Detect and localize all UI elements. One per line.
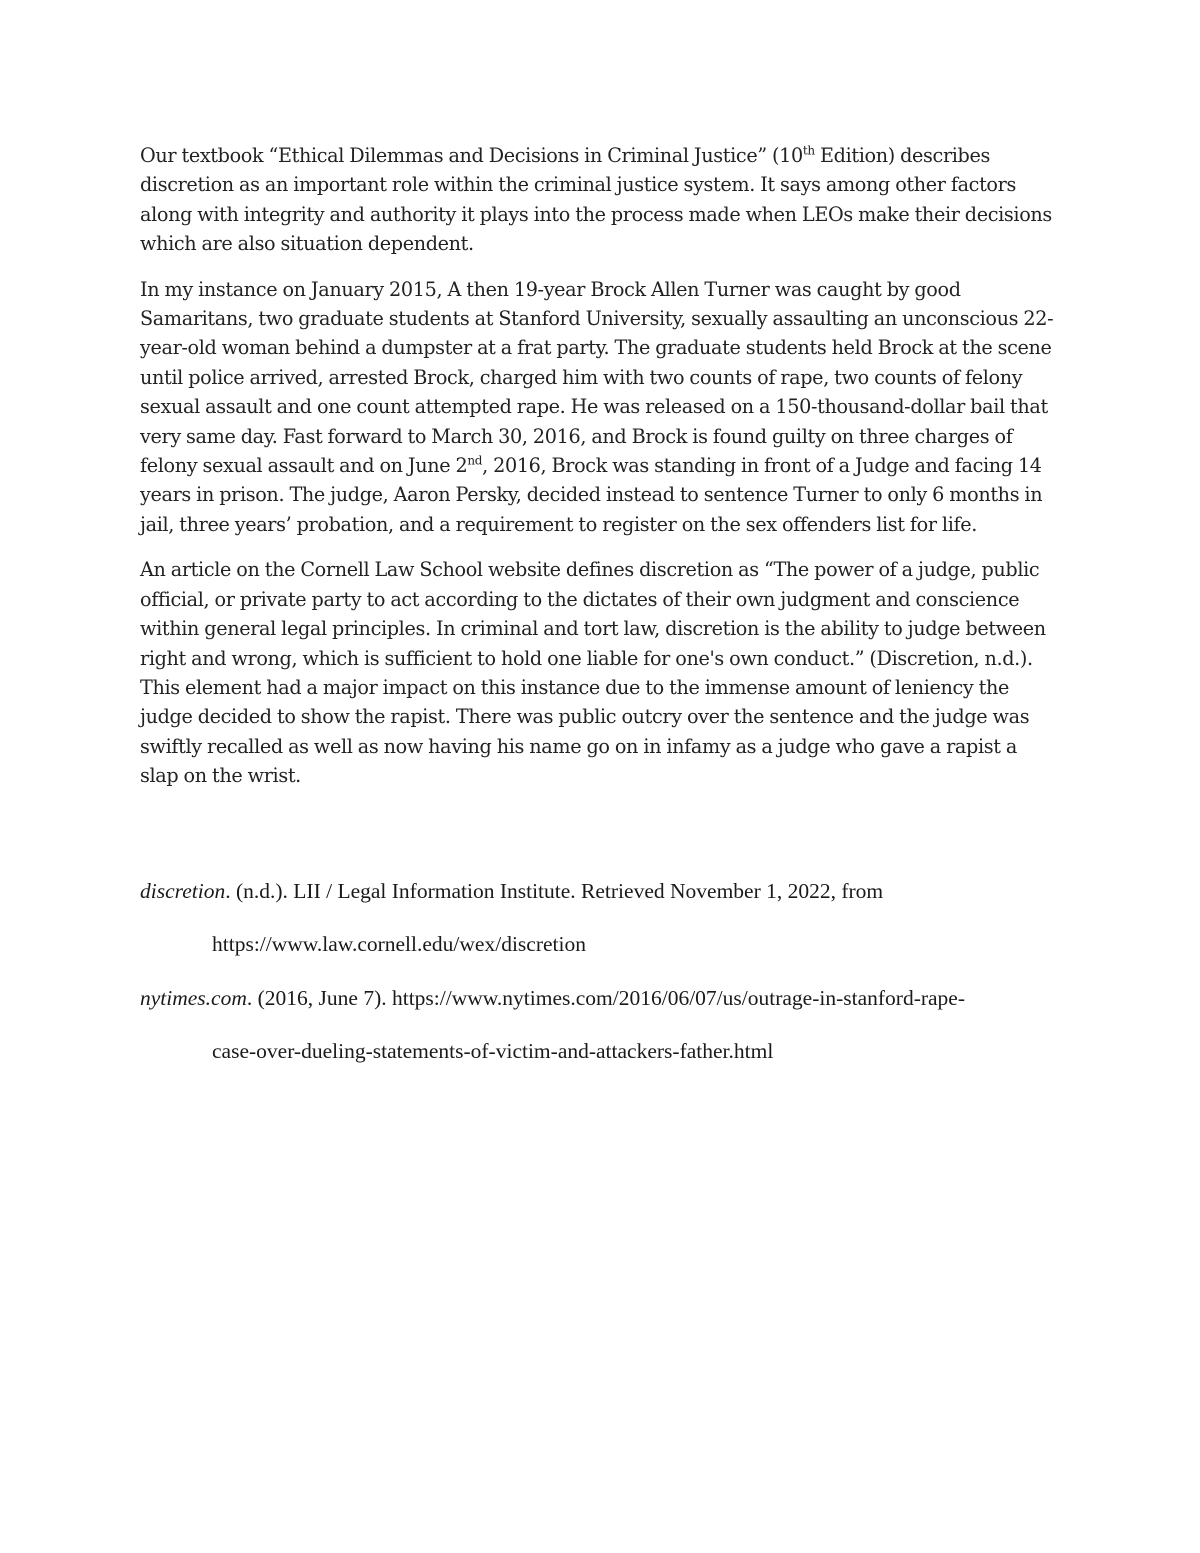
paragraph-text: In my instance on January 2015, A then 19-year Brock Allen Turner was caught by good Samaritans, two graduate students at Stanford University, sexually assaulting an unconscious 22-year-old woman behind a dumpster at a frat party. The graduate students held Brock at the scene until police arrived, arrested Brock, charged him with two counts of rape, two counts of felony sexual assault and one count attempted rape. He was released on a 150-thousand-dollar bail that very same day. Fast forward to March 30, 2016, and Brock is found guilty on three charges of felony sexual assault and on June 2	[140, 277, 1054, 478]
paragraph-text: , 2016, Brock was standing in front of a Judge and facing 14 years in prison. The judge, Aaron Persky, decided instead to sentence Turner to only 6 months in jail, three years’ probation, and a requirement to register on the sex offenders list for life.	[140, 454, 1043, 536]
reference-details: . (n.d.). LII / Legal Information Institute. Retrieved November 1, 2022, from	[225, 879, 884, 903]
paragraph-text: Our textbook “Ethical Dilemmas and Decisions in Criminal Justice” (10	[140, 144, 803, 167]
reference-entry	[140, 873, 1070, 962]
reference-title: nytimes.com	[140, 986, 247, 1010]
reference-details: . (2016, June 7). https://www.nytimes.com/2016/06/07/us/outrage-in-stanford-rape-	[246, 986, 966, 1010]
paragraph-text: Edition) describes discretion as an important role within the criminal justice system. It says among other factors along with integrity and authority it plays into the process made when LEOs make their decisions which are also situation dependent.	[140, 144, 1052, 256]
paragraph-text: An article on the Cornell Law School website defines discretion as “The power of a judge, public official, or private party to act according to the dictates of their own judgment and conscience within general legal principles. In criminal and tort law, discretion is the ability to judge between right and wrong, which is sufficient to hold one liable for one's own conduct.” (Discretion, n.d.). This element had a major impact on this instance due to the immense amount of leniency the judge decided to show the rapist. There was public outcry over the sentence and the judge was swiftly recalled as well as now having his name go on in infamy as a judge who gave a rapist a slap on the wrist.	[140, 558, 1046, 788]
paragraph-cornell	[140, 555, 1060, 790]
paragraph-case	[140, 275, 1060, 540]
references-list	[140, 873, 1070, 1087]
reference-entry	[140, 980, 1070, 1069]
superscript-ordinal: th	[802, 143, 815, 158]
essay-body	[140, 141, 1060, 807]
reference-url: https://www.law.cornell.edu/wex/discretion	[212, 932, 586, 956]
superscript-ordinal: nd	[467, 453, 483, 468]
reference-title: discretion	[140, 879, 226, 903]
reference-url: case-over-dueling-statements-of-victim-and-attackers-father.html	[212, 1039, 774, 1063]
paragraph-textbook	[140, 141, 1060, 259]
